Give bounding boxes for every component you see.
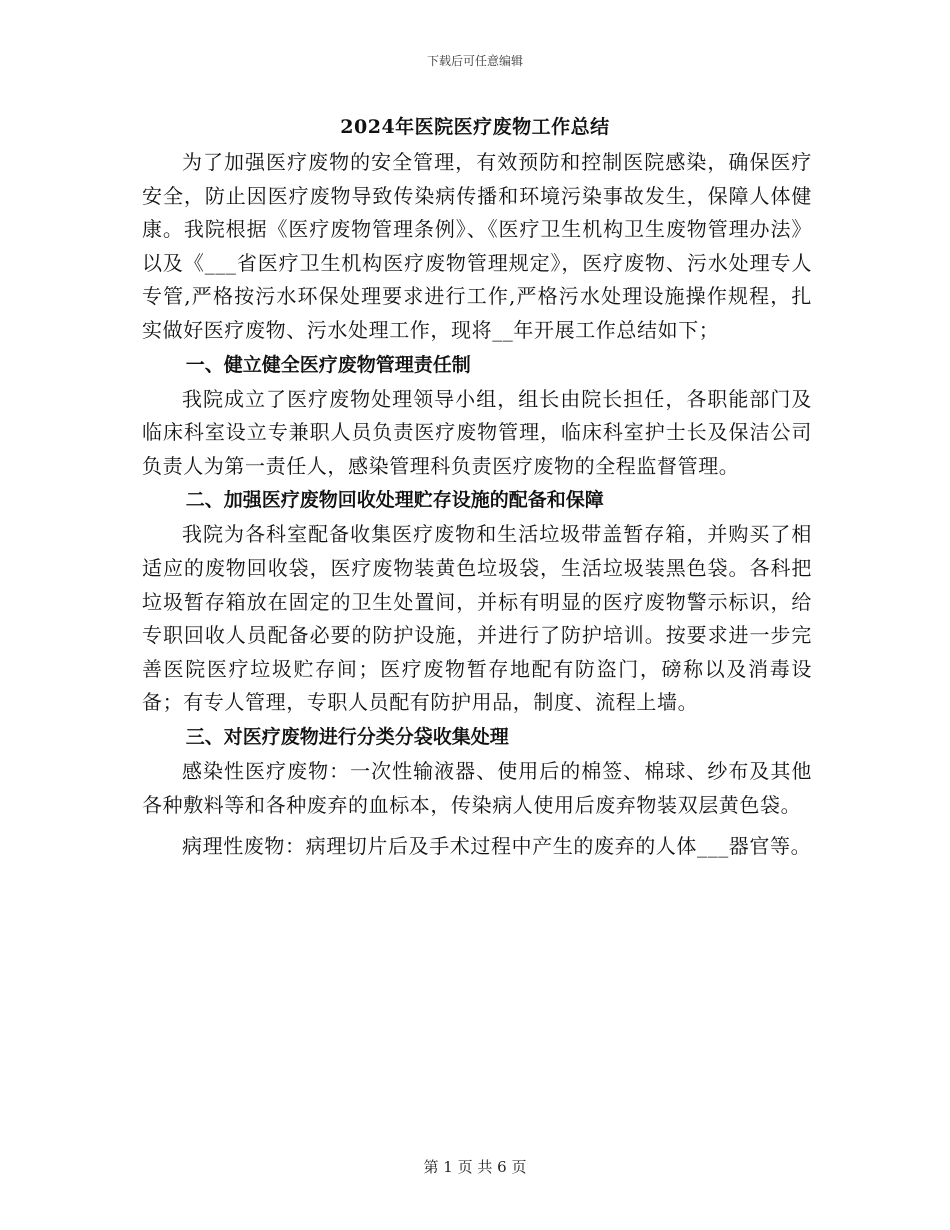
section-1-paragraph: 我院成立了医疗废物处理领导小组，组长由院长担任，各职能部门及临床科室设立专兼职人员负责医疗废物管理，临床科室护士长及保洁公司负责人为第一责任人，感染管理科负责医疗废物的全程监督管理。 [142, 386, 812, 478]
document-body [142, 146, 812, 864]
section-3-paragraph-1: 感染性医疗废物：一次性输液器、使用后的棉签、棉球、纱布及其他各种敷料等和各种废弃的血标本，传染病人使用后废弃物装双层黄色袋。 [142, 758, 812, 817]
section-heading-3: 三、对医疗废物进行分类分袋收集处理 [185, 725, 509, 748]
section-3-paragraph-2: 病理性废物：病理切片后及手术过程中产生的废弃的人体___器官等。 [182, 834, 812, 859]
section-2-paragraph: 我院为各科室配备收集医疗废物和生活垃圾带盖暂存箱，并购买了相适应的废物回收袋，医疗废物装黄色垃圾袋，生活垃圾装黑色袋。各科把垃圾暂存箱放在固定的卫生处置间，并标有明显的医疗废物警示标识，给专职回收人员配备必要的防护设施，并进行了防护培训。按要求进一步完善医院医疗垃圾贮存间；医疗废物暂存地配有防盗门，磅称以及消毒设备；有专人管理，专职人员配有防护用品，制度、流程上墙。 [142, 522, 812, 715]
section-heading-1: 一、健立健全医疗废物管理责任制 [185, 353, 471, 376]
header-note: 下载后可任意编辑 [426, 54, 523, 68]
page-number: 第 1 页 共 6 页 [423, 1158, 527, 1176]
section-heading-2: 二、加强医疗废物回收处理贮存设施的配备和保障 [185, 489, 604, 512]
document-title: 2024年医院医疗废物工作总结 [340, 116, 610, 138]
intro-paragraph: 为了加强医疗废物的安全管理，有效预防和控制医院感染，确保医疗安全，防止因医疗废物导致传染病传播和环境污染事故发生，保障人体健康。我院根据《医疗废物管理条例》、《医疗卫生机构卫生废物管理办法》以及《___省医疗卫生机构医疗废物管理规定》，医疗废物、污水处理专人专管,严格按污水环保处理要求进行工作,严格污水处理设施操作规程，扎实做好医疗废物、污水处理工作，现将__年开展工作总结如下； [142, 150, 812, 342]
paragraph-gap [142, 822, 812, 830]
